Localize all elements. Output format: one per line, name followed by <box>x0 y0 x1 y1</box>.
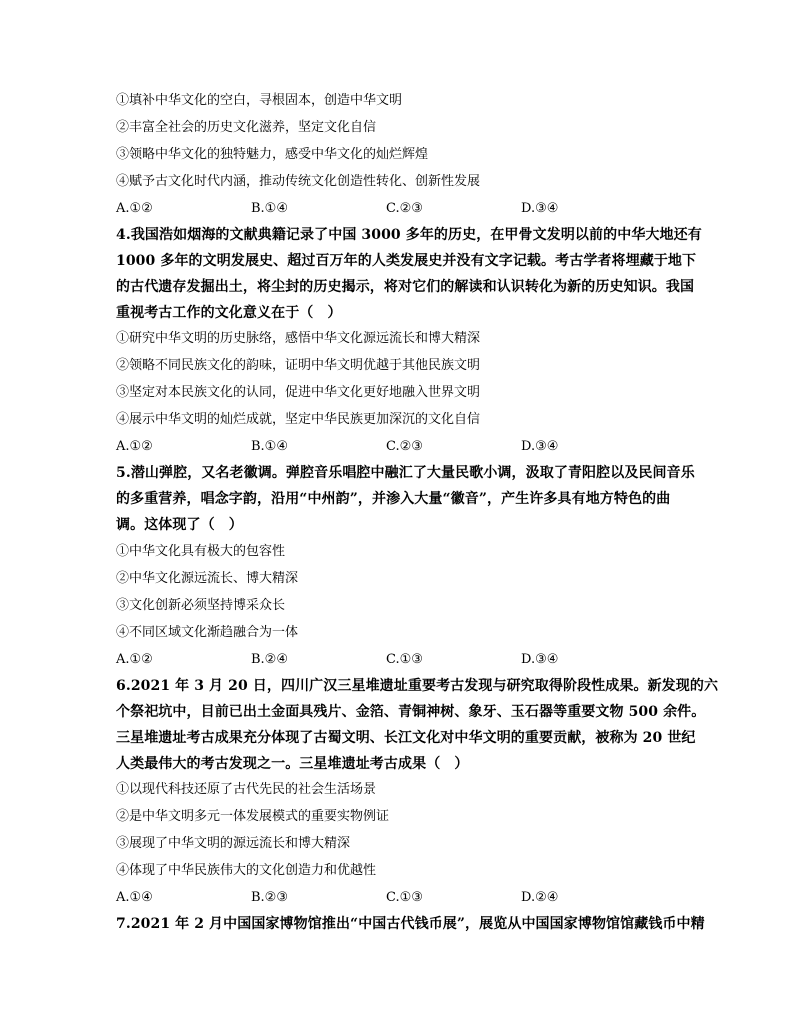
q4-item-2: ②领略不同民族文化的韵味，证明中华文明优越于其他民族文明 <box>116 358 481 373</box>
q5-option-a[interactable]: A.①② <box>116 652 153 667</box>
q4-option-a[interactable]: A.①② <box>116 439 153 454</box>
q6-option-c[interactable]: C.①③ <box>386 890 423 905</box>
q4-options <box>116 438 686 456</box>
q5-option-d[interactable]: D.③④ <box>521 652 559 667</box>
q4-stem-line-1: 4.我国浩如烟海的文献典籍记录了中国 3000 多年的历史，在甲骨文发明以前的中华大地还有 <box>116 227 702 243</box>
q4-item-1: ①研究中华文明的历史脉络，感悟中华文化源远流长和博大精深 <box>116 331 481 346</box>
q3-item-2: ②丰富全社会的历史文化滋养，坚定文化自信 <box>116 120 377 135</box>
q4-item-4: ④展示中华文明的灿烂成就，坚定中华民族更加深沉的文化自信 <box>116 412 481 427</box>
q6-options <box>116 889 686 907</box>
q5-item-2: ②中华文化源远流长、博大精深 <box>116 571 299 586</box>
q3-option-c[interactable]: C.②③ <box>386 201 423 216</box>
q6-item-4: ④体现了中华民族伟大的文化创造力和优越性 <box>116 863 377 878</box>
q3-options <box>116 200 686 218</box>
q4-option-d[interactable]: D.③④ <box>521 439 559 454</box>
q4-option-c[interactable]: C.②③ <box>386 439 423 454</box>
q5-stem-line-1: 5.潜山弹腔，又名老徽调。弹腔音乐唱腔中融汇了大量民歌小调，汲取了青阳腔以及民间音乐 <box>116 465 695 481</box>
q5-stem-line-3: 调。这体现了（ ） <box>116 517 243 533</box>
q6-option-b[interactable]: B.②③ <box>251 890 288 905</box>
q4-stem-line-4: 重视考古工作的文化意义在于（ ） <box>116 305 342 321</box>
q6-stem-line-3: 三星堆遗址考古成果充分体现了古蜀文明、长江文化对中华文明的重要贡献，被称为 20 世纪 <box>116 730 696 746</box>
q5-option-b[interactable]: B.②④ <box>251 652 288 667</box>
q6-item-2: ②是中华文明多元一体发展模式的重要实物例证 <box>116 809 390 824</box>
q6-stem-line-1: 6.2021 年 3 月 20 日，四川广汉三星堆遗址重要考古发现与研究取得阶段性成果。新发现的六 <box>116 678 719 694</box>
q4-option-b[interactable]: B.①④ <box>251 439 288 454</box>
q5-item-3: ③文化创新必须坚持博采众长 <box>116 598 286 613</box>
q6-item-3: ③展现了中华文明的源远流长和博大精深 <box>116 836 351 851</box>
q6-item-1: ①以现代科技还原了古代先民的社会生活场景 <box>116 782 377 797</box>
q5-option-c[interactable]: C.①③ <box>386 652 423 667</box>
q5-item-4: ④不同区域文化渐趋融合为一体 <box>116 625 299 640</box>
q6-stem-line-2: 个祭祀坑中，目前已出土金面具残片、金箔、青铜神树、象牙、玉石器等重要文物 500 余件。 <box>116 704 706 720</box>
q5-item-1: ①中华文化具有极大的包容性 <box>116 544 286 559</box>
q5-options <box>116 651 686 669</box>
q6-stem-line-4: 人类最伟大的考古发现之一。三星堆遗址考古成果（ ） <box>116 756 469 772</box>
q5-stem-line-2: 的多重营养，唱念字韵，沿用“中州韵”，并渗入大量“徽音”，产生许多具有地方特色的曲 <box>116 491 671 507</box>
q3-option-d[interactable]: D.③④ <box>521 201 559 216</box>
q3-item-3: ③领略中华文化的独特魅力，感受中华文化的灿烂辉煌 <box>116 147 429 162</box>
q4-item-3: ③坚定对本民族文化的认同，促进中华文化更好地融入世界文明 <box>116 385 481 400</box>
q3-option-a[interactable]: A.①② <box>116 201 153 216</box>
q4-stem-line-3: 的古代遗存发掘出土，将尘封的历史揭示，将对它们的解读和认识转化为新的历史知识。我国 <box>116 279 695 295</box>
q4-stem-line-2: 1000 多年的文明发展史、超过百万年的人类发展史并没有文字记载。考古学者将埋藏于地下 <box>116 253 697 269</box>
q6-option-a[interactable]: A.①④ <box>116 890 153 905</box>
q3-option-b[interactable]: B.①④ <box>251 201 288 216</box>
q6-option-d[interactable]: D.②④ <box>521 890 559 905</box>
q7-stem-line-1: 7.2021 年 2 月中国国家博物馆推出“中国古代钱币展”，展览从中国国家博物馆馆藏钱币中精 <box>116 916 705 932</box>
q3-item-1: ①填补中华文化的空白，寻根固本，创造中华文明 <box>116 93 403 108</box>
q3-item-4: ④赋予古文化时代内涵，推动传统文化创造性转化、创新性发展 <box>116 174 481 189</box>
